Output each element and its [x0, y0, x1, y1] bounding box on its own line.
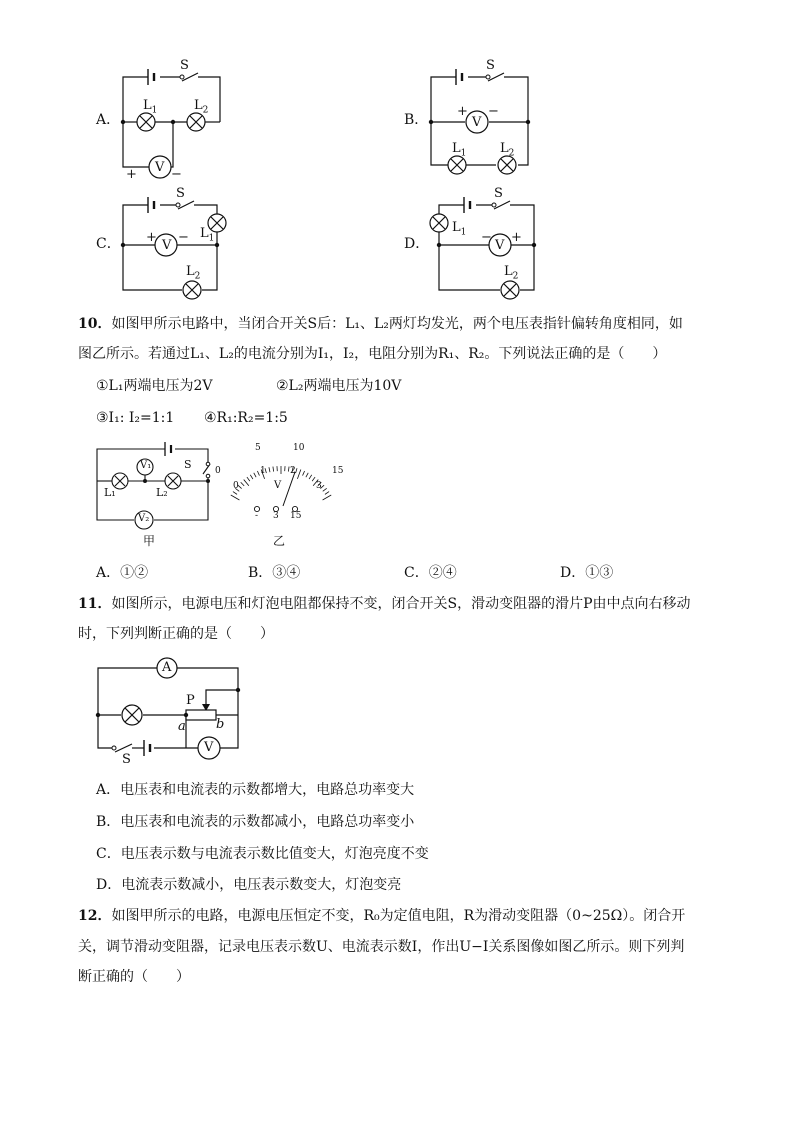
- q9-b-l2-label: $L_2$: [500, 141, 515, 159]
- meter-tick: [273, 467, 274, 472]
- q10-jia-v2: V₂: [138, 513, 150, 524]
- q10-yi-unit: V: [274, 480, 282, 491]
- q9-c-s-label: S: [176, 186, 185, 201]
- meter-needle: [283, 472, 295, 506]
- q11-voltmeter-label: V: [204, 740, 214, 755]
- q10-yi-top-5: 5: [255, 443, 261, 453]
- meter-tick: [303, 471, 305, 476]
- q9-a-minus: −: [171, 167, 182, 182]
- lamp-icon: [122, 705, 142, 725]
- q9-c-l2-label: $L_2$: [186, 264, 201, 282]
- meter-tick: [269, 467, 270, 472]
- q9-a-l2-label: $L_2$: [194, 98, 209, 116]
- q10-yi-caption: 乙: [273, 534, 286, 548]
- q11-choice-c[interactable]: C．电压表示数与电流表示数比值变大，灯泡亮度不变: [96, 846, 429, 862]
- q10-statement-2: ②L₂两端电压为10V: [276, 378, 402, 394]
- q10-yi-bot-2: 2: [290, 466, 296, 476]
- meter-tick: [247, 477, 250, 481]
- lamp-l1-icon: [430, 214, 448, 232]
- q10-yi-bot-3: 3: [316, 481, 322, 491]
- q10-yi-top-15: 15: [332, 466, 344, 476]
- lamp-l2-icon: [498, 156, 516, 174]
- q9-option-a-letter: A．: [96, 112, 121, 128]
- q9-d-minus: −: [481, 230, 492, 245]
- q11-b-label: b: [216, 717, 225, 732]
- q11-choice-a[interactable]: A．电压表和电流表的示数都增大，电路总功率变大: [96, 782, 415, 798]
- q9-circuit-d: [426, 185, 546, 310]
- q11-p-label: P: [186, 693, 195, 708]
- q9-circuit-c: [110, 185, 240, 310]
- q9-d-plus: +: [511, 230, 522, 245]
- lamp-l2-icon: [187, 113, 205, 131]
- q9-a-l1-label: $L_1$: [143, 98, 158, 116]
- meter-tick: [297, 469, 300, 478]
- q10-choice-d[interactable]: D．①③: [560, 565, 614, 581]
- q12-stem-line3: 断正确的（ ）: [78, 969, 190, 985]
- meter-tick: [312, 477, 315, 481]
- meter-tick: [309, 475, 312, 479]
- q10-stem-line2: 图乙所示。若通过L₁、L₂的电流分别为I₁，I₂，电阻分别为R₁、R₂。下列说法正确的是（ ）: [78, 346, 667, 362]
- q11-s-label: S: [122, 752, 131, 767]
- q10-yi-top-10: 10: [293, 443, 305, 453]
- q9-b-minus: −: [488, 104, 499, 119]
- q9-b-s-label: S: [486, 58, 495, 73]
- q11-stem-line2: 时，下列判断正确的是（ ）: [78, 626, 274, 642]
- lamp-l2-icon: [183, 281, 201, 299]
- q9-b-l1-label: $L_1$: [452, 141, 467, 159]
- meter-tick: [325, 492, 329, 495]
- q10-jia-l1: L₁: [104, 486, 116, 499]
- q9-c-plus: +: [146, 230, 157, 245]
- q10-jia-caption: 甲: [143, 534, 156, 548]
- meter-tick: [288, 467, 289, 472]
- q10-jia-v1: V₁: [140, 460, 152, 471]
- meter-tick: [323, 488, 327, 491]
- meter-tick: [241, 482, 244, 486]
- q9-c-l1-label: $L_1$: [200, 226, 215, 244]
- q9-d-l2-label: $L_2$: [504, 264, 519, 282]
- q9-option-b-letter: B．: [404, 112, 429, 128]
- q10-statement-3: ③I₁: I₂=1:1: [96, 410, 175, 426]
- lamp-l1-icon: [137, 113, 155, 131]
- q9-circuit-a: [110, 55, 240, 185]
- meter-tick: [250, 475, 253, 479]
- q9-a-plus: +: [126, 167, 137, 182]
- lamp-l1-icon: [448, 156, 466, 174]
- q9-d-s-label: S: [494, 186, 503, 201]
- q11-ammeter-label: A: [162, 660, 172, 675]
- q9-option-c-letter: C．: [96, 236, 121, 252]
- q9-circuit-b: [418, 55, 548, 185]
- q11-a-label: a: [178, 719, 186, 734]
- q10-choice-b[interactable]: B．③④: [248, 565, 301, 581]
- meter-tick: [323, 495, 332, 500]
- q9-a-s-label: S: [180, 58, 189, 73]
- q10-yi-bot-1: 1: [260, 466, 266, 476]
- q9-b-v-label: V: [472, 115, 482, 130]
- q10-stem: 10．如图甲所示电路中，当闭合开关S后：L₁、L₂两灯均发光，两个电压表指针偏转角度相同，如: [78, 316, 683, 332]
- q10-statement-1: ①L₁两端电压为2V: [96, 378, 213, 394]
- meter-tick: [254, 473, 256, 477]
- lamp-l2-icon: [501, 281, 519, 299]
- meter-tick: [231, 495, 240, 500]
- q10-choice-a[interactable]: A．①②: [96, 565, 149, 581]
- q10-jia-l2: L₂: [156, 486, 168, 499]
- q10-yi-terminal-minus: -: [255, 511, 259, 521]
- meter-tick: [233, 492, 237, 495]
- meter-tick: [306, 473, 308, 477]
- q10-yi-terminal-3: 3: [273, 511, 279, 521]
- q9-c-minus: −: [178, 230, 189, 245]
- q10-statement-4: ④R₁:R₂=1:5: [204, 410, 288, 426]
- q11-choice-d[interactable]: D．电流表示数减小，电压表示数变大，灯泡变亮: [96, 877, 402, 893]
- q11-stem: 11．如图所示，电源电压和灯泡电阻都保持不变，闭合开关S，滑动变阻器的滑片P由中点向右移动: [78, 596, 691, 612]
- q10-choice-c[interactable]: C．②④: [404, 565, 457, 581]
- q10-jia-s: S: [184, 458, 192, 471]
- q10-yi-bot-0: 0: [233, 481, 239, 491]
- q9-d-v-label: V: [495, 238, 505, 253]
- q12-stem-line2: 关，调节滑动变阻器，记录电压表示数U、电流表示数I，作出U−I关系图像如图乙所示。则下列判: [78, 939, 685, 955]
- q9-c-v-label: V: [162, 238, 172, 253]
- meter-tick: [296, 468, 297, 473]
- q11-choice-b[interactable]: B．电压表和电流表的示数都减小，电路总功率变小: [96, 814, 415, 830]
- meter-tick: [244, 480, 249, 486]
- q12-stem: 12．如图甲所示的电路，电源电压恒定不变，R₀为定值电阻，R为滑动变阻器（0~25Ω）。闭合开: [78, 908, 686, 924]
- q9-option-d-letter: D．: [404, 236, 430, 252]
- q9-b-plus: +: [457, 104, 468, 119]
- q10-yi-terminal-15: 15: [290, 511, 302, 521]
- q9-a-v-label: V: [155, 160, 165, 175]
- q10-yi-top-0: 0: [215, 466, 221, 476]
- q9-d-l1-label: $L_1$: [452, 220, 467, 238]
